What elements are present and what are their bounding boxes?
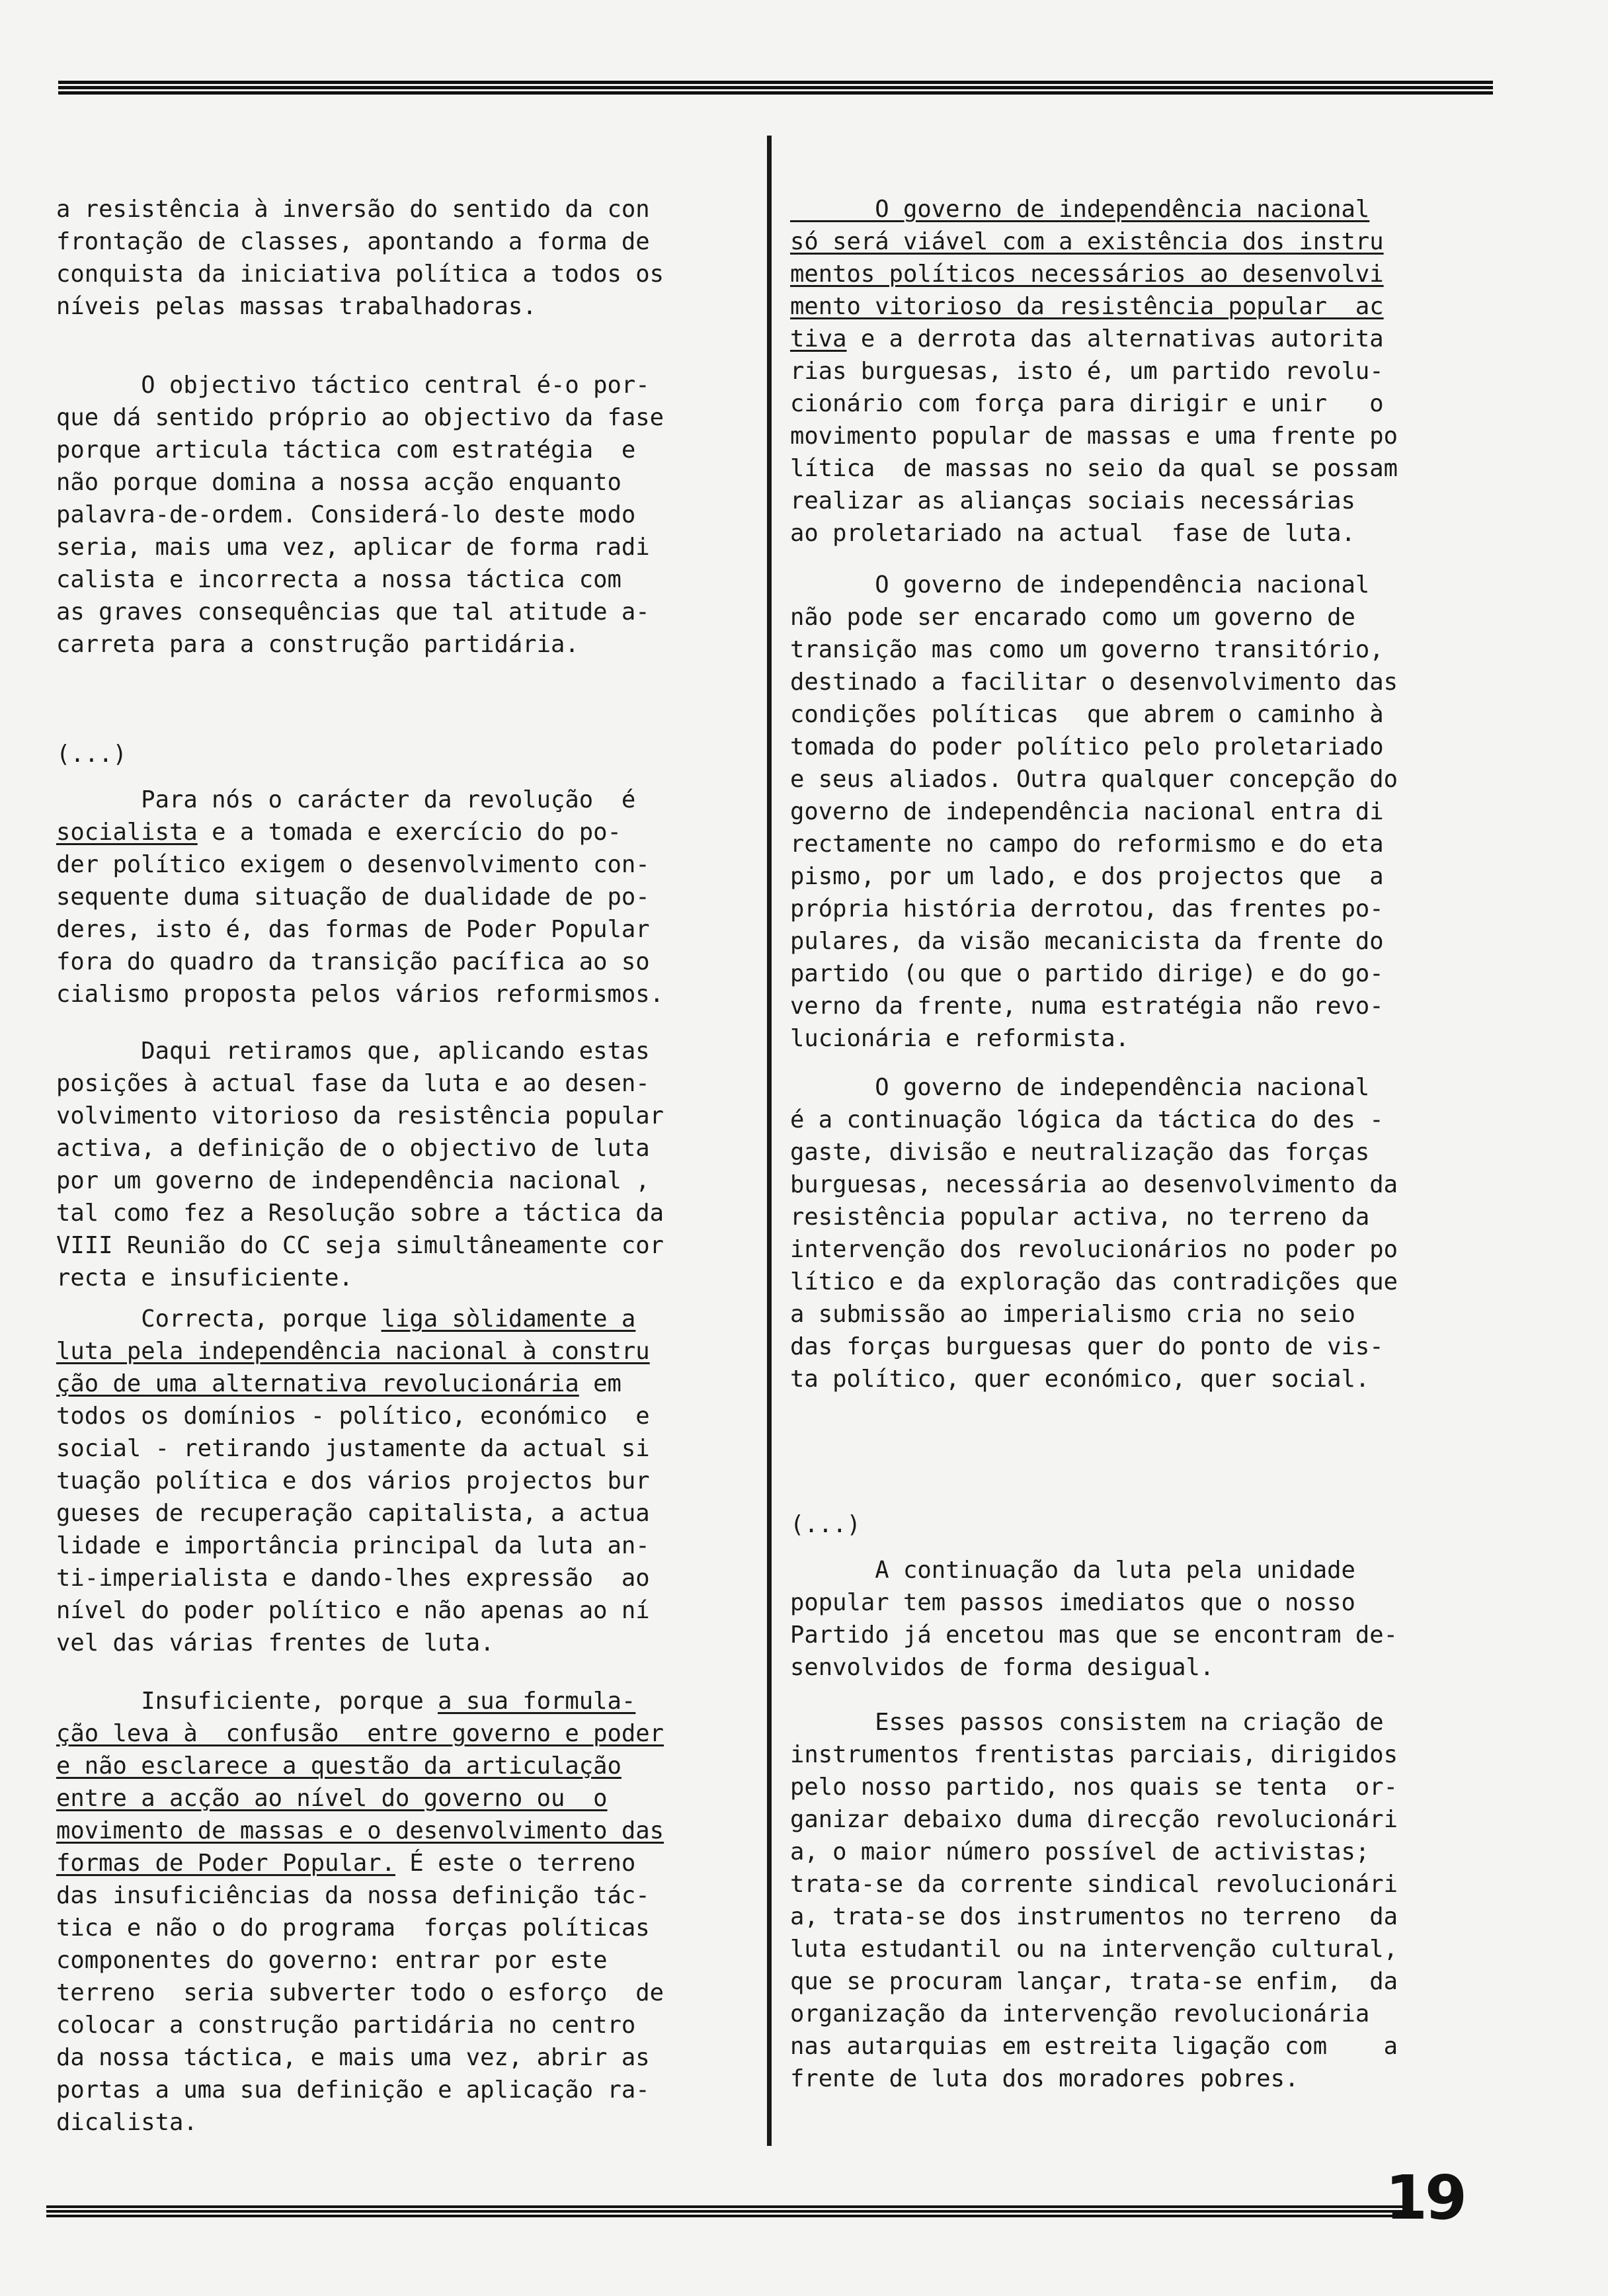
p5-underline-2: luta pela independência nacional à constru — [56, 1338, 650, 1365]
p6-tail: É este o terreno — [395, 1850, 636, 1877]
p6-rest: das insuficiências da nossa definição tác- tica e não o do programa forças políticas componentes do governo: entrar por este terreno seria subverter todo o esforço de colocar a construção partidária no centro da nossa táctica, e mais uma vez, abrir as portas a uma sua definição e aplicação ra- dicalista. — [56, 1882, 664, 2136]
p5-em: em — [579, 1370, 622, 1397]
p6-underline-1: a sua formula- — [438, 1688, 636, 1715]
p6-underline-2: ção leva à confusão entre governo e poder — [56, 1720, 664, 1747]
right-paragraph-2: O governo de independência nacional não pode ser encarado como um governo de transição mas como um governo transitório, destinado a facilitar o desenvolvimento das condições políticas que abrem o caminho à tomada do poder político pelo proletariado e seus aliados. Outra qualquer concepção do governo de independência nacional entra di rectamente no campo do reformismo e do eta pismo, por um lado, e dos projectos que a própria história derrotou, das frentes po- pulares, da visão mecanicista da frente do partido (ou que o partido dirige) e do go- verno da frente, numa estratégia não revo- lucionária e reformista. — [790, 571, 1398, 1052]
left-paragraph-6 — [56, 1685, 664, 2139]
r1-underline-4: mento vitorioso da resistência popular ac — [790, 293, 1384, 320]
p5-lead: Correcta, porque — [56, 1305, 382, 1332]
r1-rest: rias burguesas, isto é, um partido revolu- cionário com força para dirigir e unir o movimento popular de massas e uma frente po lítica de massas no seio da qual se possam realizar as alianças sociais necessárias ao proletariado na actual fase de luta. — [790, 358, 1398, 547]
left-paragraph-5 — [56, 1303, 650, 1659]
p3-rest: e a tomada e exercício do po- der político exigem o desenvolvimento con- sequente duma situação de dualidade de po- deres, isto é, das formas de Poder Popular fora do quadro da transição pacífica ao so cialismo proposta pelos vários reformismos. — [56, 819, 664, 1008]
p3-line1: Para nós o carácter da revolução é — [56, 786, 636, 813]
p6-underline-3: e não esclarece a questão da articulação — [56, 1752, 622, 1780]
right-ellipsis: (...) — [790, 1511, 861, 1538]
left-paragraph-3 — [56, 784, 664, 1010]
left-paragraph-4: Daqui retiramos que, aplicando estas posições à actual fase da luta e ao desen- volvimento vitorioso da resistência popular activa, a definição de o objectivo de luta por um governo de independência nacional , tal como fez a Resolução sobre a táctica da VIII Reunião do CC seja simultâneamente cor recta e insuficiente. — [56, 1038, 664, 1292]
r1-underline-2: só será viável com a existência dos instru — [790, 228, 1384, 255]
p6-underline-4: entre a acção ao nível do governo ou o — [56, 1785, 608, 1812]
right-paragraph-3: O governo de independência nacional é a continuação lógica da táctica do des - gaste, divisão e neutralização das forças burguesas, necessária ao desenvolvimento da resistência popular activa, no terreno da intervenção dos revolucionários no poder po lítico e da exploração das contradições que a submissão ao imperialismo cria no seio das forças burguesas quer do ponto de vis- ta político, quer económico, quer social. — [790, 1074, 1398, 1393]
column-divider — [767, 136, 772, 2146]
left-paragraph-2: O objectivo táctico central é-o por- que dá sentido próprio ao objectivo da fase porque articula táctica com estratégia e não porque domina a nossa acção enquanto palavra-de-ordem. Considerá-lo deste modo seria, mais uma vez, aplicar de forma radi calista e incorrecta a nossa táctica com as graves consequências que tal atitude a- carreta para a construção partidária. — [56, 372, 664, 658]
right-paragraph-1 — [790, 193, 1398, 550]
left-ellipsis: (...) — [56, 741, 127, 768]
r1-underline-5: tiva — [790, 325, 847, 352]
p6-lead: Insuficiente, porque — [56, 1688, 438, 1715]
r1-underline-3: mentos políticos necessários ao desenvolvi — [790, 261, 1384, 288]
page-number: 19 — [1385, 2162, 1465, 2233]
p5-rest: todos os domínios - político, económico e social - retirando justamente da actual si tuação política e dos vários projectos bur gueses de recuperação capitalista, a actua lidade e importância principal da luta an- ti-imperialista e dando-lhes expressão ao nível do poder político e não apenas ao ní vel das várias frentes de luta. — [56, 1403, 650, 1657]
right-paragraph-5: Esses passos consistem na criação de instrumentos frentistas parciais, dirigidos pelo nosso partido, nos quais se tenta or- ganizar debaixo duma direcção revolucionári a, o maior número possível de activistas; trata-se da corrente sindical revolucionári a, trata-se dos instrumentos no terreno da luta estudantil ou na intervenção cultural, que se procuram lançar, trata-se enfim, da organização da intervenção revolucionária nas autarquias em estreita ligação com a frente de luta dos moradores pobres. — [790, 1709, 1398, 2092]
p6-underline-6: formas de Poder Popular. — [56, 1850, 395, 1877]
p6-underline-5: movimento de massas e o desenvolvimento das — [56, 1817, 664, 1844]
r1-underline-1: O governo de independência nacional — [790, 196, 1370, 223]
p3-socialista: socialista — [56, 819, 198, 846]
r1-tail: e a derrota das alternativas autorita — [846, 325, 1384, 352]
top-rule — [58, 81, 1493, 95]
p5-underline-1: liga sòlidamente a — [381, 1305, 636, 1332]
right-paragraph-4: A continuação da luta pela unidade popular tem passos imediatos que o nosso Partido já encetou mas que se encontram de- senvolvidos de forma desigual. — [790, 1557, 1398, 1681]
bottom-rule — [46, 2205, 1408, 2217]
left-paragraph-1: a resistência à inversão do sentido da con frontação de classes, apontando a forma de conquista da iniciativa política a todos os níveis pelas massas trabalhadoras. — [56, 196, 664, 320]
p5-underline-3: ção de uma alternativa revolucionária — [56, 1370, 579, 1397]
